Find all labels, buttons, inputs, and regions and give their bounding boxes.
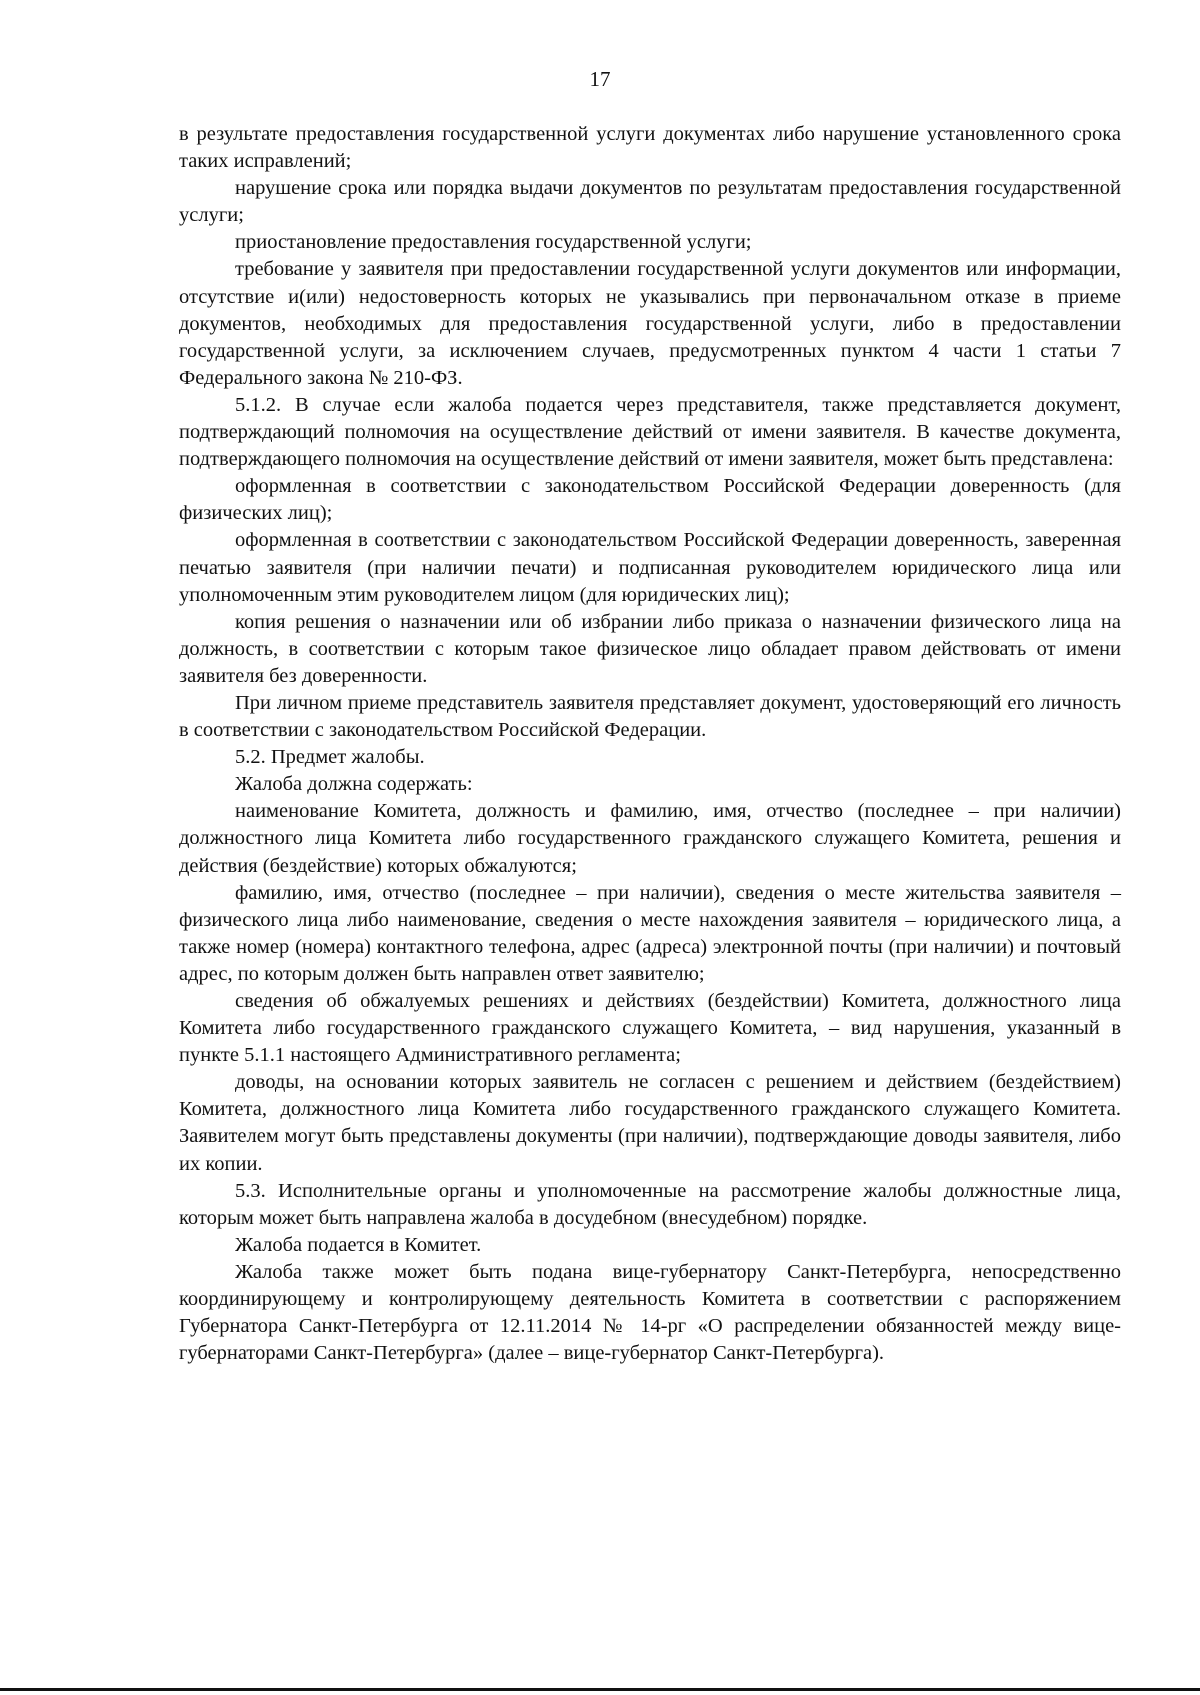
paragraph: фамилию, имя, отчество (последнее – при наличии), сведения о месте жительства заявителя – физического лица либо наименование, сведения о месте нахождения заявителя – юридического лица, а также номер (номера) контактного телефона, адрес (адреса) электронной почты (при наличии) и почтовый адрес, по которым должен быть направлен ответ заявителю; bbox=[179, 881, 1121, 985]
document-body bbox=[179, 121, 1121, 1367]
paragraph: Жалоба подается в Комитет. bbox=[235, 1233, 482, 1256]
paragraph: требование у заявителя при предоставлении государственной услуги документов или информации, отсутствие и(или) недостоверность которых не указывались при первоначальном отказе в приеме документов, необходимых для предоставления государственной услуги, либо в предоставлении государственной услуги, за исключением случаев, предусмотренных пунктом 4 части 1 статьи 7 Федерального закона № 210-ФЗ. bbox=[179, 258, 1121, 389]
paragraph: оформленная в соответствии с законодательством Российской Федерации доверенность, заверенная печатью заявителя (при наличии печати) и подписанная руководителем юридического лица или уполномоченным этим руководителем лицом (для юридических лиц); bbox=[179, 529, 1121, 606]
paragraph: При личном приеме представитель заявителя представляет документ, удостоверяющий его личность в соответствии с законодательством Российской Федерации. bbox=[179, 691, 1121, 742]
paragraph: Жалоба также может быть подана вице-губернатору Санкт-Петербурга, непосредственно координирующему и контролирующему деятельность Комитета в соответствии с распоряжением Губернатора Санкт-Петербурга от 12.11.2014 № 14-рг «О распределении обязанностей между вице-губернаторами Санкт-Петербурга» (далее – вице-губернатор Санкт-Петербурга). bbox=[179, 1260, 1121, 1365]
paragraph: 5.3. Исполнительные органы и уполномоченные на рассмотрение жалобы должностные лица, которым может быть направлена жалоба в досудебном (внесудебном) порядке. bbox=[179, 1179, 1121, 1229]
bottom-scan-border bbox=[0, 1688, 1200, 1691]
paragraph: нарушение срока или порядка выдачи документов по результатам предоставления государственной услуги; bbox=[179, 177, 1121, 227]
section-heading: 5.2. Предмет жалобы. bbox=[235, 746, 425, 769]
page-number: 17 bbox=[589, 67, 611, 91]
paragraph: сведения об обжалуемых решениях и действиях (бездействии) Комитета, должностного лица Комитета либо государственного гражданского служащего Комитета, – вид нарушения, указанный в пункте 5.1.1 настоящего Административного регламента; bbox=[179, 990, 1121, 1067]
paragraph: 5.1.2. В случае если жалоба подается через представителя, также представляется документ, подтверждающий полномочия на осуществление действий от имени заявителя. В качестве документа, подтверждающего полномочия на осуществление действий от имени заявителя, может быть представлена: bbox=[179, 393, 1121, 471]
paragraph: доводы, на основании которых заявитель не согласен с решением и действием (бездействием) Комитета, должностного лица Комитета либо государственного гражданского служащего Комитета. Заявителем могут быть представлены документы (при наличии), подтверждающие доводы заявителя, либо их копии. bbox=[179, 1071, 1121, 1175]
paragraph: оформленная в соответствии с законодательством Российской Федерации доверенность (для физических лиц); bbox=[179, 475, 1121, 525]
paragraph: приостановление предоставления государственной услуги; bbox=[235, 231, 752, 254]
paragraph: Жалоба должна содержать: bbox=[235, 773, 473, 796]
paragraph: копия решения о назначении или об избрании либо приказа о назначении физического лица на должность, в соответствии с которым такое физическое лицо обладает правом действовать от имени заявителя без доверенности. bbox=[179, 610, 1121, 687]
paragraph: наименование Комитета, должность и фамилию, имя, отчество (последнее – при наличии) должностного лица Комитета либо государственного гражданского служащего Комитета, решения и действия (бездействие) которых обжалуются; bbox=[179, 800, 1121, 877]
paragraph: в результате предоставления государственной услуги документах либо нарушение установленного срока таких исправлений; bbox=[179, 123, 1121, 173]
